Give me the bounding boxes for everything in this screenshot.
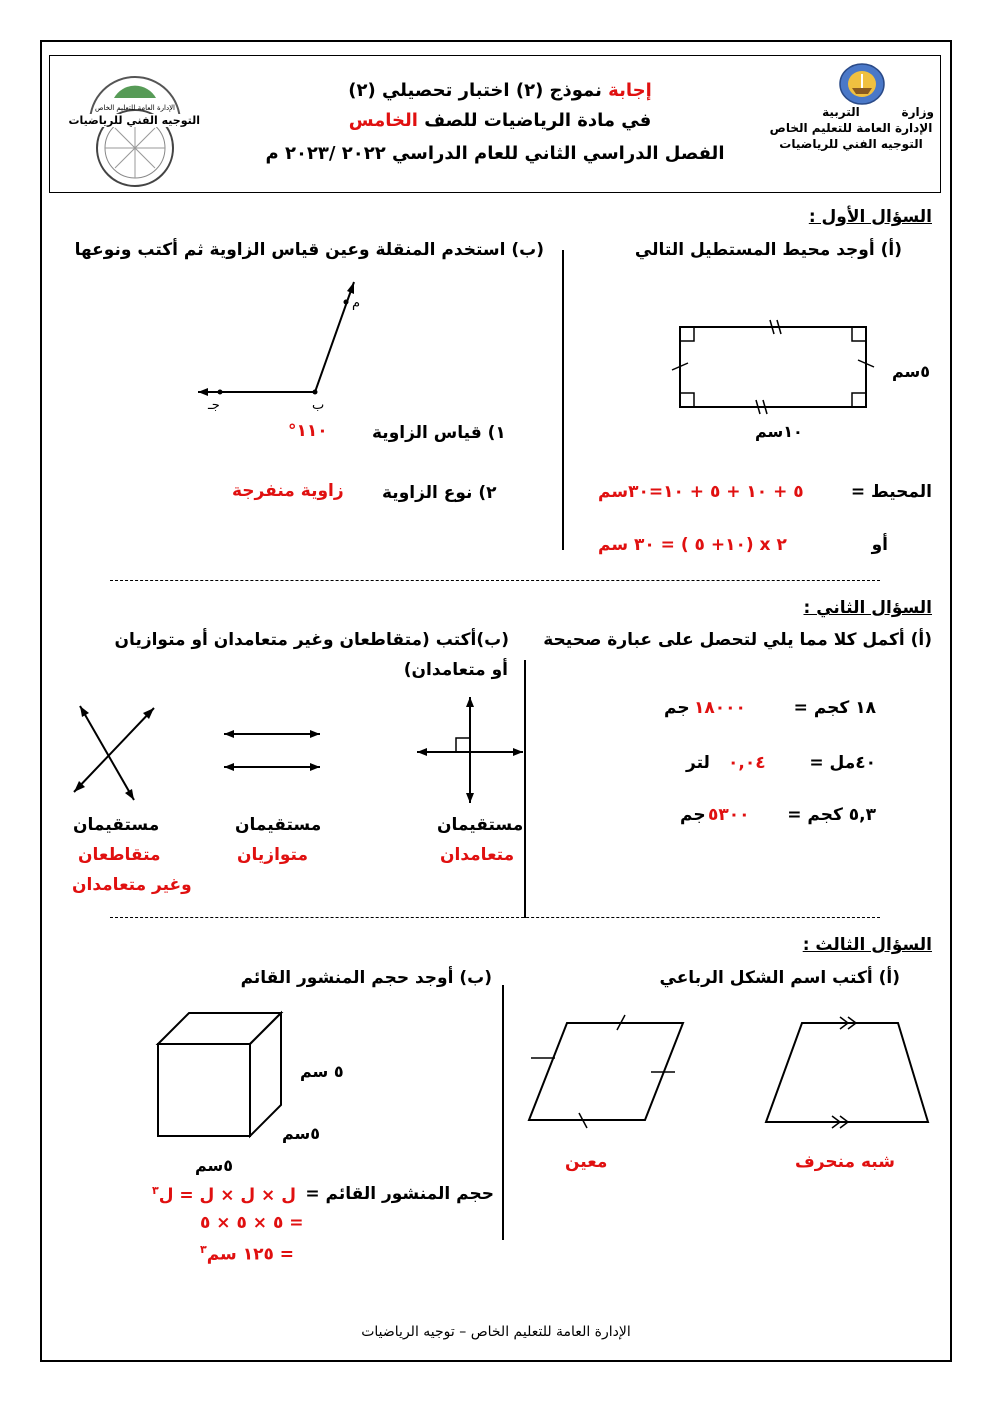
- rhombus-answer: معين: [565, 1152, 608, 1172]
- volume-step-3-text: = ١٢٥ سم: [206, 1244, 294, 1265]
- conversion-unit: لتر: [686, 753, 710, 773]
- label-point-b: ب: [312, 398, 325, 413]
- rectangle-shape: [680, 327, 866, 407]
- exam-term: [250, 143, 740, 164]
- right-angle-mark: [852, 393, 866, 407]
- right-angle-mark: [852, 327, 866, 341]
- q3-heading: السؤال الثالث :: [802, 935, 932, 955]
- q1-divider: [562, 250, 564, 550]
- ministry-line-3: الإدارة العامة للتعليم الخاص: [769, 121, 933, 135]
- label-point-j: جـ: [208, 398, 220, 413]
- cube-height-label: ٥ سم: [300, 1062, 344, 1081]
- perpendicular-lines-figure: [415, 695, 525, 805]
- volume-step-2-text: = ٥ × ٥ × ٥: [200, 1213, 304, 1233]
- conversion-unit: جم: [680, 805, 706, 825]
- q2-heading: السؤال الثاني :: [803, 598, 932, 618]
- or-label: أو: [871, 535, 888, 555]
- type-label: ٢) نوع الزاوية: [382, 483, 497, 503]
- point-j: [218, 390, 223, 395]
- ministry-emblem-icon: [838, 62, 886, 106]
- rectangle-figure: [670, 310, 890, 420]
- emblem-svg: [838, 62, 886, 106]
- perimeter-alt-answer: ٢ x (١٠+ ٥ ) = ٣٠ سم: [598, 535, 787, 555]
- q1-heading: السؤال الأول :: [808, 207, 932, 227]
- measure-label: ١) قياس الزاوية: [372, 423, 506, 443]
- logo-top-text: الإدارة العامة للتعليم الخاص: [94, 104, 176, 112]
- rect-width-label: ٥سم: [892, 362, 931, 381]
- lines-label-intersecting: مستقيمان: [73, 815, 160, 835]
- q1a-text: أوجد محيط المستطيل التالي: [634, 240, 875, 260]
- cube-depth-label: ٥سم: [282, 1124, 321, 1143]
- ministry-line-4: التوجيه الفني للرياضيات: [779, 137, 923, 151]
- education-word: التربية: [822, 105, 860, 119]
- protractor-logo-icon: [80, 72, 190, 182]
- volume-formula: [152, 1184, 296, 1206]
- conversion-answer: ٠,٠٤: [728, 753, 766, 773]
- ministry-word: وزارة: [901, 105, 934, 119]
- volume-formula-exp: ٣: [152, 1184, 159, 1197]
- footer-text: الإدارة العامة للتعليم الخاص – توجيه الرياضيات: [361, 1324, 631, 1340]
- exam-title: [330, 80, 670, 101]
- q1a-label: (أ): [880, 240, 902, 260]
- volume-step-3-exp: ٣: [200, 1243, 207, 1256]
- conversion-answer: ٥٣٠٠: [708, 805, 750, 825]
- volume-formula-text: ل × ل × ل = ل: [158, 1185, 296, 1206]
- angle-ray-bm: [315, 282, 354, 392]
- right-angle-mark: [680, 393, 694, 407]
- q1a-prompt: [635, 240, 902, 260]
- arrow-head-icon: [198, 388, 208, 396]
- answer-intersecting-1: متقاطعان: [78, 845, 161, 865]
- perimeter-answer: ٥ + ١٠ + ٥ + ١٠=٣٠سم: [598, 482, 804, 502]
- measure-answer: ١١٠°: [288, 421, 328, 441]
- conversion-left: ٥,٣ كجم =: [787, 805, 876, 825]
- cube-width-label: ٥سم: [195, 1156, 234, 1175]
- lines-label-perpendicular: مستقيمان: [437, 815, 524, 835]
- q3-divider: [502, 985, 504, 1240]
- cube-figure: [155, 1010, 285, 1140]
- label-point-m: م: [352, 296, 361, 311]
- answer-intersecting-2: وغير متعامدان: [72, 875, 192, 895]
- ministry-block: [768, 104, 934, 152]
- type-answer: زاوية منفرجة: [232, 481, 344, 501]
- volume-step-3: [200, 1243, 328, 1265]
- exam-subtitle: [330, 110, 670, 131]
- subtitle-grade: الخامس: [348, 110, 418, 131]
- trapezoid-figure: [760, 1015, 935, 1130]
- title-answer-word: إجابة: [608, 80, 652, 101]
- logo-main-text: التوجيه الفني للرياضيات: [68, 114, 200, 127]
- lines-label-parallel: مستقيمان: [235, 815, 322, 835]
- q3a-prompt: (أ) أكتب اسم الشكل الرباعي: [659, 968, 900, 988]
- q2b-prompt-2: أو متعامدان): [403, 660, 508, 680]
- answer-perpendicular: متعامدان: [440, 845, 515, 865]
- supervision-logo: [68, 72, 200, 182]
- conversion-answer: ١٨٠٠٠: [694, 698, 746, 718]
- section-separator: [110, 917, 880, 918]
- rhombus-figure: [525, 1010, 685, 1130]
- perimeter-label: المحيط =: [850, 482, 932, 502]
- q1b-prompt: (ب) استخدم المنقلة وعين قياس الزاوية ثم أكتب ونوعها: [74, 240, 544, 260]
- volume-step-2: [200, 1213, 328, 1233]
- trapezoid-answer: شبه منحرف: [795, 1152, 895, 1172]
- point-m: [344, 300, 349, 305]
- section-separator: [110, 580, 880, 581]
- q2b-prompt-1: (ب)أكتب (متقاطعان وغير متعامدان أو متوازيان: [114, 630, 509, 650]
- rect-length-label: ١٠سم: [755, 422, 803, 441]
- term-text: الفصل الدراسي الثاني للعام الدراسي ٢٠٢٢ /٢٠٢٣ م: [265, 143, 725, 164]
- conversion-unit: جم: [664, 698, 690, 718]
- title-rest: نموذج (٢) اختبار تحصيلي (٢): [348, 80, 602, 101]
- arrow-head-icon: [347, 282, 354, 294]
- ministry-line-1: [768, 104, 934, 120]
- intersecting-lines-figure: [70, 702, 160, 802]
- parallel-lines-figure: [222, 725, 322, 775]
- conversion-left: ٤٠مل =: [809, 753, 876, 773]
- q2a-prompt: (أ) أكمل كلا مما يلي لتحصل على عبارة صحيحة: [543, 630, 932, 650]
- volume-label: حجم المنشور القائم =: [305, 1184, 494, 1204]
- subtitle-main: في مادة الرياضيات للصف: [424, 110, 652, 131]
- answer-parallel: متوازيان: [237, 845, 309, 865]
- right-angle-mark: [680, 327, 694, 341]
- conversion-left: ١٨ كجم =: [793, 698, 876, 718]
- q3b-prompt: (ب) أوجد حجم المنشور القائم: [240, 968, 492, 988]
